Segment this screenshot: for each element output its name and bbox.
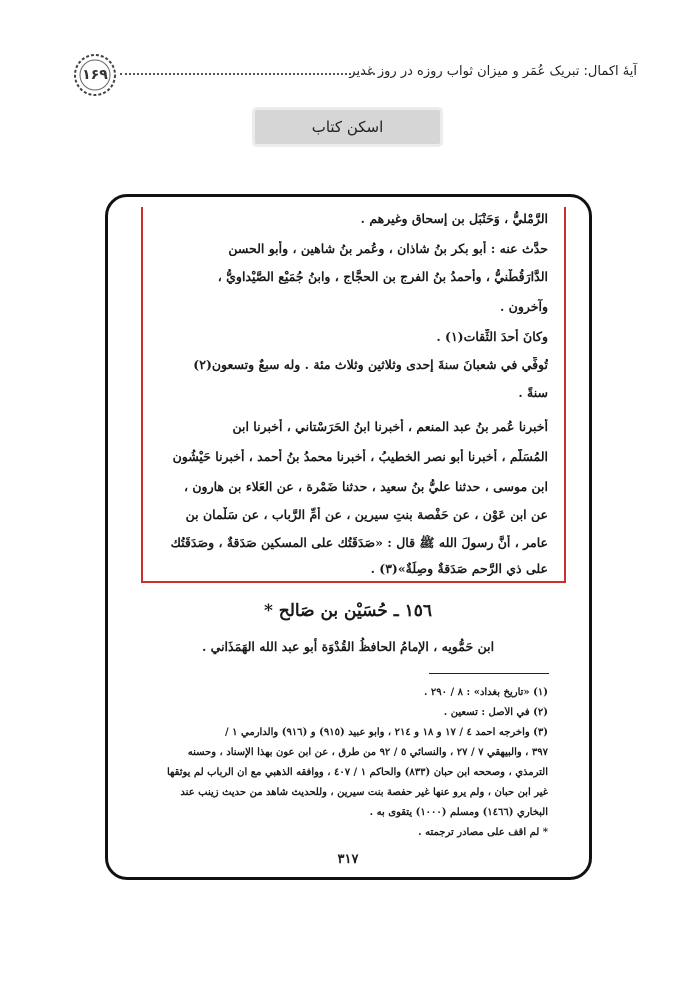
footnote: ٣٩٧ ، والبيهقي ٧ / ٢٧ ، والنسائي ٥ / ٩٢ من طرق ، عن ابن عون بهذا الإسناد ، وحسنه — [187, 747, 548, 758]
scan-label: اسکن کتاب — [255, 110, 440, 144]
text-line: أخبرنا عُمر بنُ عبد المنعم ، أخبرنا ابنُ الحَرَسْتاني ، أخبرنا ابن — [232, 419, 548, 434]
text-line: ابن موسى ، حدثنا عليُّ بنُ سعيد ، حدثنا ضَمْرة ، عن العَلاء بن هارون ، — [183, 479, 548, 494]
footnote-rule — [429, 673, 549, 674]
footnote: غير ابن حبان ، ولم يرو عنها غير حفصة بنت سيرين ، وللحديث شاهد من حديث زينب عند — [180, 787, 548, 798]
text-line: سنةً . — [518, 385, 548, 400]
highlight-line — [148, 329, 548, 344]
text-line: وآخرون . — [499, 299, 548, 314]
header-title: آیهٔ اکمال: تبریک عُمَر و میزان ثواب روزه در روز غدیر — [349, 64, 637, 79]
book-scan — [105, 194, 592, 880]
text-line: الرَّمْليُّ ، وَحَنْبَل بن إسحاق وغيرهم . — [360, 211, 548, 226]
text-line: تُوفِّي في شعبانَ سنةَ إحدى وثلاثين وثلاث مئة . وله سبعٌ وتسعون(٢) — [193, 357, 548, 372]
text-line: حدَّث عنه : أبو بكر بنُ شاذان ، وعُمر بنُ شاهين ، وأبو الحسن — [228, 241, 548, 256]
entry-heading: ١٥٦ ـ حُسَيْن بن صَالح * — [263, 601, 433, 621]
footnote: (٢) في الأصل : تسعين . — [443, 707, 548, 718]
text-line: عن ابن عَوْن ، عن حَفْصة بنتِ سيرين ، عن أمِّ الرَّباب ، عن سَلْمان بن — [185, 507, 548, 522]
highlight-suffix: (١) . — [436, 329, 464, 344]
text-line: على ذي الرَّحم صَدَقةٌ وصِلَةٌ»(٣) . — [370, 561, 548, 576]
footnote: (٣) وأخرجه أحمد ٤ / ١٧ و ١٨ و ٢١٤ ، وأبو عبيد (٩١٥) و (٩١٦) والدارمي ١ / — [225, 727, 548, 738]
running-header — [72, 58, 637, 92]
highlighted-phrase: وكانَ أحدَ الثِّقات — [464, 329, 548, 344]
footnote: (١) «تاريخ بغداد» : ٨ / ٢٩٠ . — [423, 687, 548, 698]
header-dotted-rule — [120, 73, 375, 75]
page-number-badge — [72, 52, 118, 98]
footnote: البخاري (١٤٦٦) ومسلم (١٠٠٠) يتقوى به . — [369, 807, 548, 818]
footnote: الترمذي ، وصححه ابن حبان (٨٣٣) والحاكم ١ / ٤٠٧ ، ووافقه الذهبي مع أن الرباب لم يوثقها — [167, 767, 548, 778]
text-line: الدَّارَقُطْنيُّ ، وأحمدُ بنُ الفرج بن الحجَّاج ، وابنُ جُمَيْع الصَّيْداويُّ ، — [217, 269, 548, 284]
book-page-number: ٣١٧ — [337, 852, 359, 867]
footnote: * لم أقف على مصادر ترجمته . — [418, 827, 548, 838]
text-line: عامر ، أنَّ رسولَ الله ﷺ قال : «صَدَقَتُك على المسكين صَدَقةٌ ، وصَدَقَتُك — [170, 535, 548, 550]
entry-subline: ابن حَمُّويه ، الإمامُ الحافظُ القُدْوَة أبو عبد الله الهَمَذَاني . — [201, 639, 495, 654]
header-page-number: ۱۶۹ — [82, 67, 108, 83]
text-line: المُسَلَّم ، أخبرنا أبو نصر الخطيبُ ، أخبرنا محمدُ بنُ أحمد ، أخبرنا حَيْشُون — [172, 449, 548, 464]
